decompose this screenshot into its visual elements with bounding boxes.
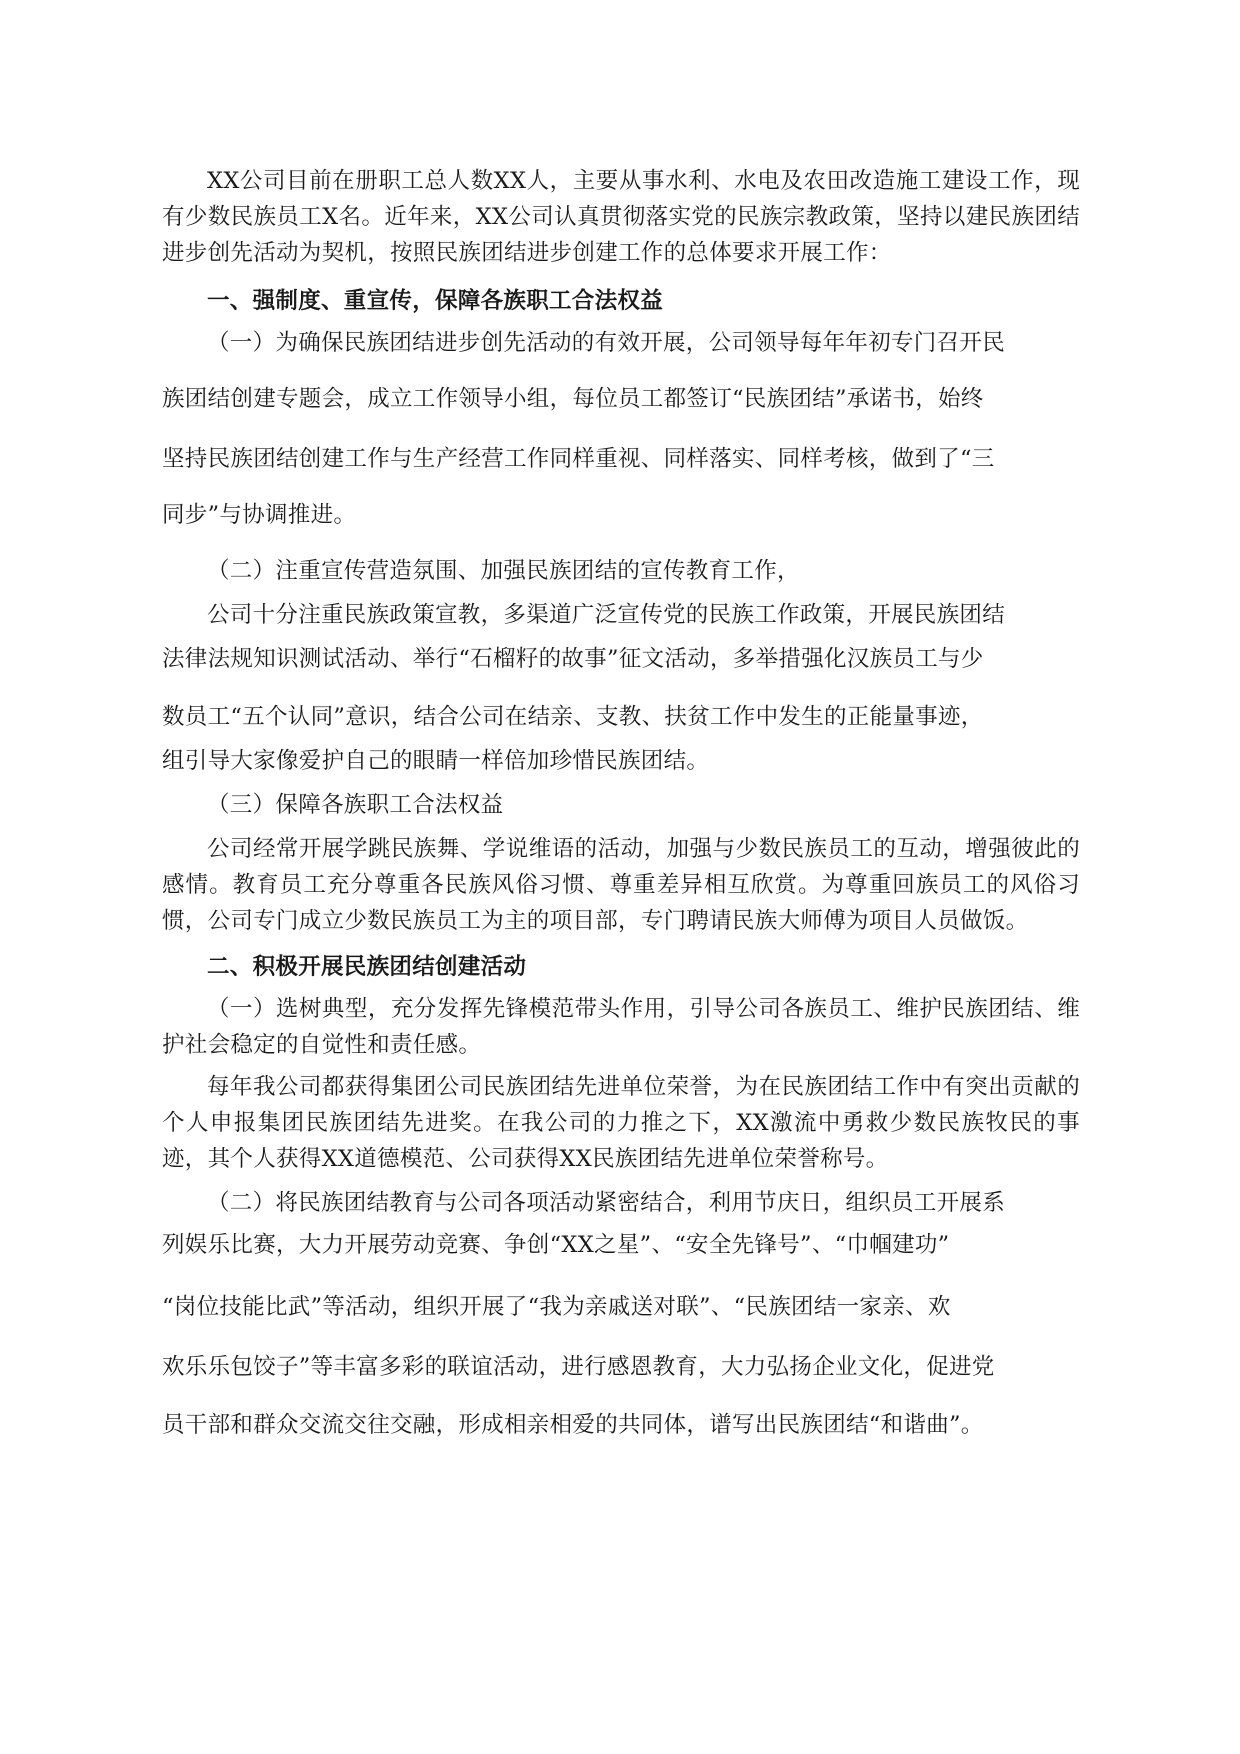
item-line: 公司十分注重民族政策宣教，多渠道广泛宣传党的民族工作政策，开展民族团结 [207,602,1006,628]
item-line: 列娱乐比赛，大力开展劳动竞赛、争创“XX之星”、“安全先锋号”、“巾帼建功” [162,1232,950,1258]
section-1-item-3-title: （三）保障各族职工合法权益 [207,792,504,818]
section-1-heading: 一、强制度、重宣传，保障各族职工合法权益 [207,288,664,314]
item-line: “岗位技能比武”等活动，组织开展了“我为亲戚送对联”、“民族团结一家亲、欢 [162,1294,951,1320]
item-line: 欢乐乐包饺子”等丰富多彩的联谊活动，进行感恩教育，大力弘扬企业文化，促进党 [162,1354,995,1380]
item-line: （一）为确保民族团结进步创先活动的有效开展，公司领导每年年初专门召开民 [207,330,1006,356]
section-2-heading: 二、积极开展民族团结创建活动 [207,954,527,980]
section-2-item-2 [162,1185,1080,1443]
item-line: 坚持民族团结创建工作与生产经营工作同样重视、同样落实、同样考核，做到了“三 [162,446,995,472]
section-1-item-2-title: （二）注重宣传营造氛围、加强民族团结的宣传教育工作， [207,558,800,584]
item-line: 员干部和群众交流交往交融，形成相亲相爱的共同体，谱写出民族团结“和谐曲”。 [162,1412,984,1438]
item-line: 族团结创建专题会，成立工作领导小组，每位员工都签订“民族团结”承诺书，始终 [162,386,984,412]
item-line: 组引导大家像爱护自己的眼睛一样倍加珍惜民族团结。 [162,748,710,774]
section-2-item-1: （一）选树典型，充分发挥先锋模范带头作用，引导公司各族员工、维护民族团结、维护社会稳定的自觉性和责任感。 [162,996,1080,1058]
section-1-item-1 [162,325,1080,533]
item-line: （二）将民族团结教育与公司各项活动紧密结合，利用节庆日，组织员工开展系 [207,1190,1006,1216]
document-body [162,163,1080,1443]
intro-paragraph: XX公司目前在册职工总人数XX人，主要从事水利、水电及农田改造施工建设工作，现有少数民族员工X名。近年来，XX公司认真贯彻落实党的民族宗教政策，坚持以建民族团结进步创先活动为契机，按照民族团结进步创建工作的总体要求开展工作： [162,168,1080,266]
section-2-item-1-body: 每年我公司都获得集团公司民族团结先进单位荣誉，为在民族团结工作中有突出贡献的个人申报集团民族团结先进奖。在我公司的力推之下，XX激流中勇救少数民族牧民的事迹，其个人获得XX道德模范、公司获得XX民族团结先进单位荣誉称号。 [162,1074,1080,1172]
item-line: 同步”与协调推进。 [162,502,357,528]
section-1-item-3-body: 公司经常开展学跳民族舞、学说维语的活动，加强与少数民族员工的互动，增强彼此的感情。教育员工充分尊重各民族风俗习惯、尊重差异相互欣赏。为尊重回族员工的风俗习惯，公司专门成立少数民族员工为主的项目部，专门聘请民族大师傅为项目人员做饭。 [162,836,1080,934]
section-1-item-2-body [162,597,1080,779]
item-line: 法律法规知识测试活动、举行“石榴籽的故事”征文活动，多举措强化汉族员工与少 [162,646,984,672]
item-line: 数员工“五个认同”意识，结合公司在结亲、支教、扶贫工作中发生的正能量事迹， [162,704,984,730]
